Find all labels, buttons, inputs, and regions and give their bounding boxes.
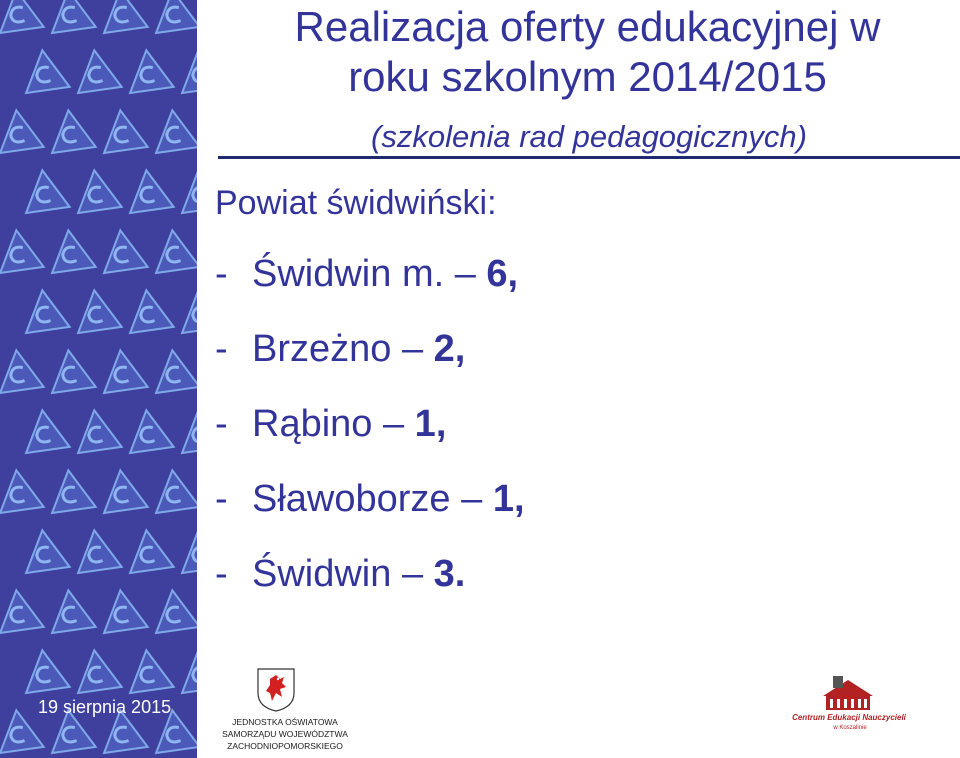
item-name: Sławoborze – xyxy=(252,478,493,520)
item-count: 1 xyxy=(492,478,514,520)
title-line-2: roku szkolnym 2014/2015 xyxy=(348,53,827,100)
list-item xyxy=(215,327,525,402)
item-sep: , xyxy=(435,403,447,445)
item-name: Brzeżno – xyxy=(252,328,434,370)
unit-line-2: SAMORZĄDU WOJEWÓDZTWA xyxy=(222,729,348,739)
unit-line-3: ZACHODNIOPOMORSKIEGO xyxy=(227,741,343,751)
sidebar-pattern xyxy=(0,0,197,758)
school-list xyxy=(215,252,525,627)
item-sep: . xyxy=(454,553,466,595)
cen-name: Centrum Edukacji Nauczycieli xyxy=(792,713,906,722)
item-sep: , xyxy=(513,478,525,520)
logo-pattern-icon xyxy=(0,0,197,758)
slide-subtitle: (szkolenia rad pedagogicznych) xyxy=(218,118,960,159)
list-item xyxy=(215,252,525,327)
item-count: 3 xyxy=(433,553,455,595)
title-line-1: Realizacja oferty edukacyjnej w xyxy=(294,3,881,50)
item-name: Świdwin – xyxy=(252,553,434,595)
list-item xyxy=(215,402,525,477)
list-dash: - xyxy=(215,403,228,445)
item-name: Świdwin m. – xyxy=(252,253,487,295)
slide-date: 19 sierpnia 2015 xyxy=(38,697,172,717)
list-dash: - xyxy=(215,553,228,595)
cen-city: w Koszalinie xyxy=(833,725,867,731)
unit-label xyxy=(210,716,360,752)
item-sep: , xyxy=(507,253,519,295)
item-name: Rąbino – xyxy=(252,403,415,445)
slide-title xyxy=(215,2,960,102)
unit-line-1: JEDNOSTKA OŚWIATOWA xyxy=(232,717,338,727)
item-count: 6 xyxy=(486,253,508,295)
list-item xyxy=(215,552,525,627)
list-dash: - xyxy=(215,328,228,370)
item-sep: , xyxy=(454,328,466,370)
list-dash: - xyxy=(215,253,228,295)
griffin-crest-icon xyxy=(256,667,296,713)
county-heading: Powiat świdwiński: xyxy=(215,184,497,222)
list-item xyxy=(215,477,525,552)
item-count: 2 xyxy=(433,328,455,370)
list-dash: - xyxy=(215,478,228,520)
item-count: 1 xyxy=(414,403,436,445)
